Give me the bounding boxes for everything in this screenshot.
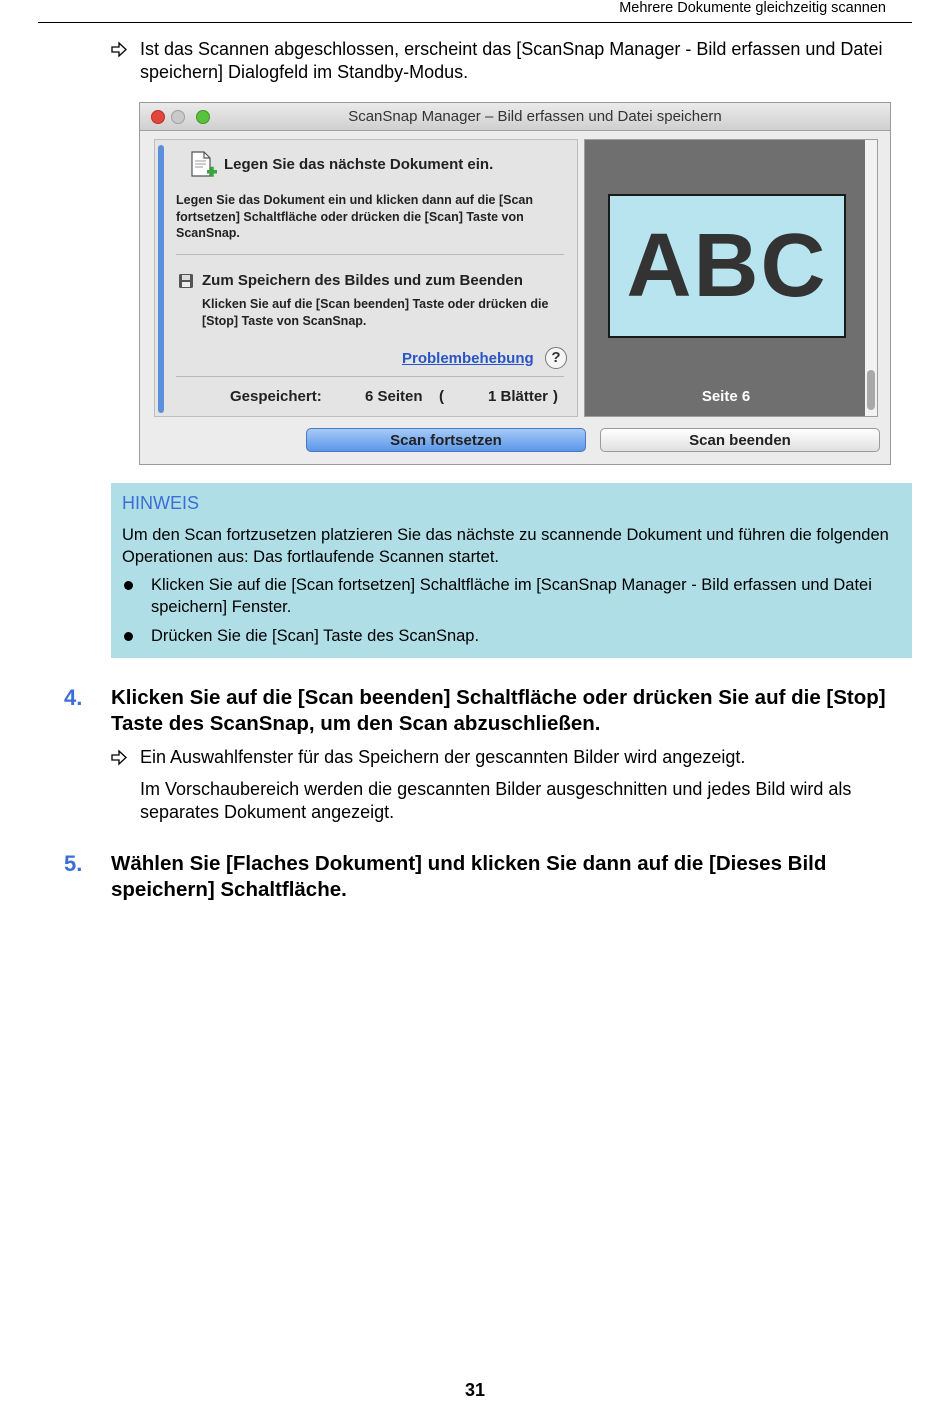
add-document-icon xyxy=(189,150,219,182)
bullet-dot-icon xyxy=(124,581,133,590)
scanned-page-preview xyxy=(608,194,846,338)
sheets-paren-close: ) xyxy=(553,388,558,405)
window-titlebar xyxy=(140,103,890,131)
continue-scan-button[interactable]: Scan fortsetzen xyxy=(306,428,586,452)
saved-sheets-count: 1 Blätter xyxy=(488,388,549,405)
next-document-heading: Legen Sie das nächste Dokument ein. xyxy=(224,156,494,173)
note-bullet-text: Klicken Sie auf die [Scan fortsetzen] Schaltfläche im [ScanSnap Manager - Bild erfassen und Datei speichern] Fenster. xyxy=(151,576,872,616)
page-number: 31 xyxy=(464,1380,486,1400)
header-rule xyxy=(38,22,912,23)
note-bullet-item xyxy=(122,574,907,618)
preview-panel xyxy=(584,139,878,417)
save-text: Klicken Sie auf die [Scan beenden] Taste oder drücken die [Stop] Taste von ScanSnap. xyxy=(202,297,549,328)
save-disk-icon xyxy=(178,273,194,289)
window-title: ScanSnap Manager – Bild erfassen und Datei speichern xyxy=(348,108,722,125)
divider xyxy=(176,376,564,377)
saved-pages-count: 6 Seiten xyxy=(365,388,423,405)
sheets-paren-open: ( xyxy=(439,388,444,405)
preview-scrollbar[interactable] xyxy=(865,140,877,416)
step-text: Wählen Sie [Flaches Dokument] und klicken Sie dann auf die [Dieses Bild speichern] Schaltfläche. xyxy=(111,852,827,901)
bullet-dot-icon xyxy=(124,632,133,641)
intro-result xyxy=(110,38,910,84)
note-text: Um den Scan fortzusetzen platzieren Sie das nächste zu scannende Dokument und führen die folgenden Operationen aus: Das fortlaufende Scannen startet. xyxy=(122,526,889,566)
note-bullet-item xyxy=(122,625,907,647)
intro-result-text: Ist das Scannen abgeschlossen, erscheint das [ScanSnap Manager - Bild erfassen und Datei speichern] Dialogfeld im Standby-Modus. xyxy=(140,39,883,82)
preview-content: ABC xyxy=(626,216,828,316)
result-arrow-icon xyxy=(110,38,128,61)
step-text: Klicken Sie auf die [Scan beenden] Schaltfläche oder drücken Sie auf die [Stop] Taste des ScanSnap, um den Scan abzuschließen. xyxy=(111,686,886,735)
note-box xyxy=(111,483,912,658)
instructions-panel xyxy=(154,139,578,417)
divider xyxy=(176,254,564,255)
step-number: 5. xyxy=(64,851,83,876)
next-document-text: Legen Sie das Dokument ein und klicken dann auf die [Scan fortsetzen] Schaltfläche oder drücken die [Scan] Taste von ScanSnap. xyxy=(176,193,534,240)
running-header: Mehrere Dokumente gleichzeitig scannen xyxy=(619,0,886,16)
note-title: HINWEIS xyxy=(122,493,200,513)
scrollbar-thumb[interactable] xyxy=(867,370,875,410)
save-heading: Zum Speichern des Bildes und zum Beenden xyxy=(202,272,523,289)
troubleshooting-link[interactable]: Problembehebung xyxy=(402,350,534,367)
result-arrow-icon xyxy=(110,746,128,769)
step-number: 4. xyxy=(64,685,83,710)
saved-label: Gespeichert: xyxy=(230,388,322,405)
panel-accent-strip xyxy=(158,145,164,413)
help-question-icon[interactable]: ? xyxy=(545,347,567,369)
page-indicator: Seite 6 xyxy=(701,388,751,405)
step-result-text: Ein Auswahlfenster für das Speichern der gescannten Bilder wird angezeigt. xyxy=(140,747,746,767)
finish-scan-button[interactable]: Scan beenden xyxy=(600,428,880,452)
scansnap-dialog-screenshot xyxy=(139,102,891,465)
note-bullet-text: Drücken Sie die [Scan] Taste des ScanSnap. xyxy=(151,627,480,645)
step-result xyxy=(110,746,910,769)
step-extra-text: Im Vorschaubereich werden die gescannten Bilder ausgeschnitten und jedes Bild wird als separates Dokument angezeigt. xyxy=(140,779,852,822)
